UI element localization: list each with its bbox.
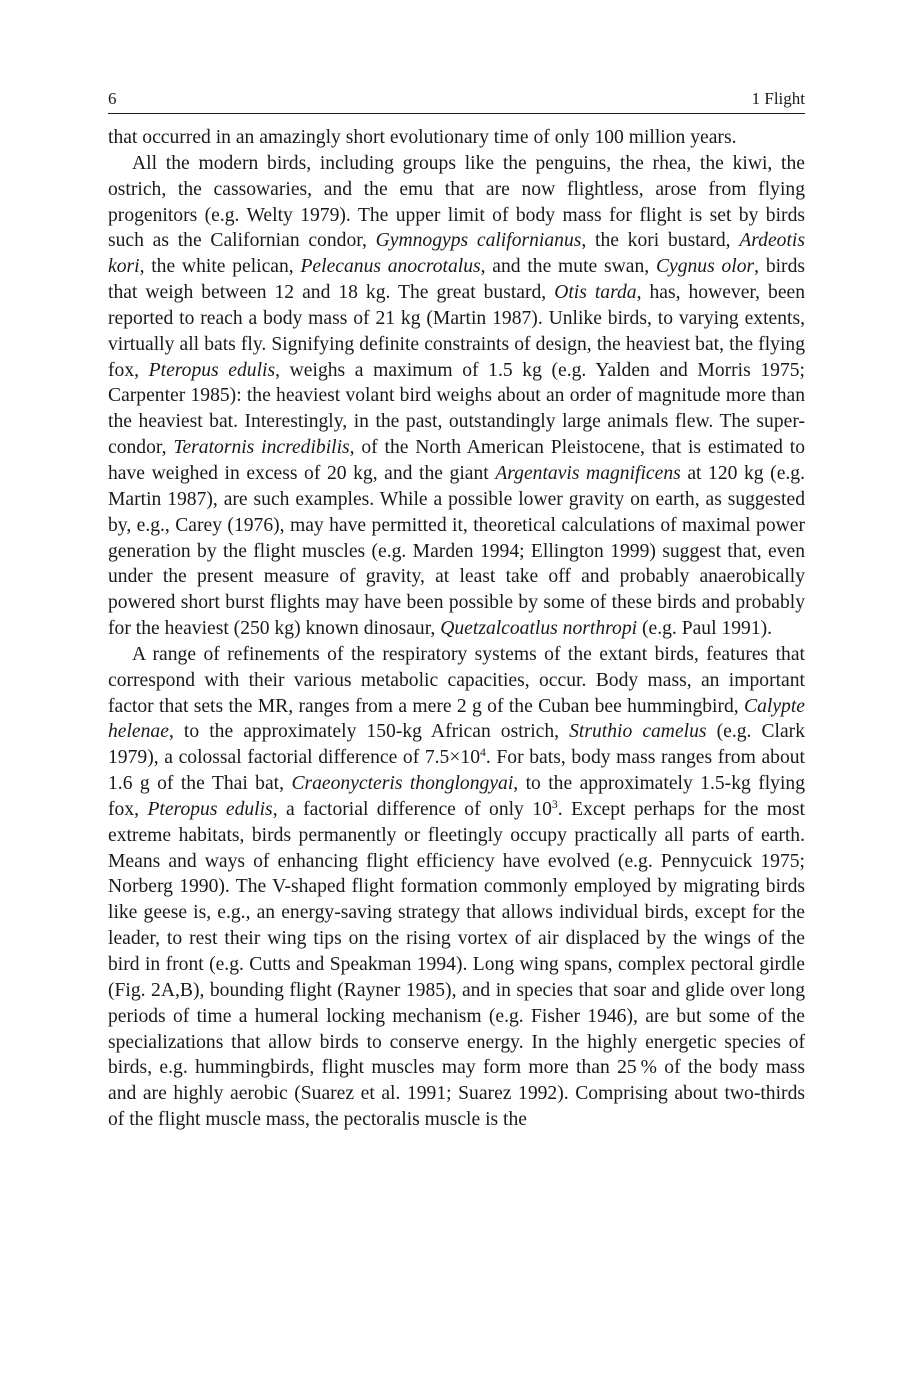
text-run: , has, however, been reported to reach a body mass of 21 kg (Martin 1987). Unlike birds, to varying extents, virtually all bats fly. Signifying definite constraints of design, the heaviest bat, the flying fox,: [108, 282, 806, 381]
species-name: Teratornis incredibilis: [173, 437, 350, 459]
text-run: that occurred in an amazingly short evolutionary time of only 100 million years.: [108, 127, 737, 148]
book-page: [108, 88, 805, 1133]
page-number: 6: [108, 89, 117, 108]
text-run: (e.g. Clark 1979), a colossal factorial difference of 7.5×10: [108, 721, 805, 769]
species-name: Gymnogyps californianus: [375, 230, 582, 252]
species-name: Cygnus olor: [655, 256, 755, 278]
text-run: , and the mute swan,: [480, 256, 656, 278]
text-run: . Except perhaps for the most extreme habitats, birds permanently or fleetingly occupy practically all parts of earth. Means and ways of enhancing flight efficiency have evolved (e.g. Pennycuick 1975; Norberg 1990). The V-shaped flight formation commonly employed by migrating birds like geese is, e.g., an energy-saving strategy that allows individual birds, except for the leader, to rest their wing tips on the rising vortex of air displaced by the wings of the bird in front (e.g. Cutts and Speakman 1994). Long wing spans, complex pectoral girdle (Fig. 2A,B), bounding flight (Rayner 1985), and in species that soar and glide over long periods of time a humeral locking mechanism (e.g. Fisher 1946), are but some of the specializations that allow birds to conserve energy. In the highly energetic species of birds, e.g. hummingbirds, flight muscles may form more than 25 % of the body mass and are highly aerobic (Suarez et al. 1991; Suarez 1992). Comprising about two-thirds of the flight muscle mass, the pectoralis muscle is the: [108, 798, 805, 1131]
species-name: Craeonycteris thonglongyai: [291, 773, 514, 795]
species-name: Calypte helenae: [108, 695, 805, 743]
superscript: 4: [480, 746, 486, 760]
text-run: , to the approximately 1.5-kg flying fox,: [108, 773, 806, 820]
text-run: , birds that weigh between 12 and 18 kg. The great bustard,: [108, 256, 806, 304]
paragraph-bird-body-mass: [108, 151, 805, 642]
text-run: , the kori bustard,: [581, 230, 740, 252]
species-name: Argentavis magnificens: [495, 462, 681, 484]
body-text: [108, 125, 805, 1133]
running-head: [108, 88, 805, 114]
species-name: Struthio camelus: [569, 721, 707, 743]
text-run: , of the North American Pleistocene, that is estimated to have weighed in excess of 20 kg, and the giant: [108, 437, 806, 484]
running-title: 1 Flight: [751, 89, 805, 108]
species-name: Pelecanus anocrotalus: [300, 256, 481, 278]
species-name: Pteropus edulis: [147, 798, 273, 820]
text-run: , the white pelican,: [139, 256, 301, 278]
text-run: All the modern birds, including groups like the penguins, the rhea, the kiwi, the ostrich, the cassowaries, and the emu that are now flightless, arose from flying progenitors (e.g. Welty 1979). The upper limit of body mass for flight is set by birds such as the Californian condor,: [108, 152, 805, 252]
species-name: Quetzalcoatlus northropi: [440, 618, 638, 640]
text-run: (e.g. Paul 1991).: [637, 618, 773, 640]
text-run: , weighs a maximum of 1.5 kg (e.g. Yalden and Morris 1975; Carpenter 1985): the heaviest volant bird weighs about an order of magnitude more than the heaviest bat. Interestingly, in the past, outstandingly large animals flew. The super-condor,: [108, 359, 805, 459]
text-run: at 120 kg (e.g. Martin 1987), are such examples. While a possible lower gravity on earth, as suggested by, e.g., Carey (1976), may have permitted it, theoretical calculations of maximal power generation by the flight muscles (e.g. Marden 1994; Ellington 1999) suggest that, even under the present measure of gravity, at least take off and probably anaerobically powered short burst flights may have been possible by some of these birds and probably for the heaviest (250 kg) known dinosaur,: [108, 462, 805, 640]
paragraph-continued: [108, 125, 805, 151]
text-run: , to the approximately 150-kg African ostrich,: [168, 721, 570, 743]
text-run: , a factorial difference of only 10: [272, 798, 552, 820]
superscript: 3: [551, 797, 558, 811]
species-name: Otis tarda: [554, 282, 637, 304]
paragraph-respiratory-refinements: [108, 642, 805, 1133]
text-run: . For bats, body mass ranges from about 1.6 g of the Thai bat,: [108, 747, 806, 795]
species-name: Ardeotis kori: [108, 230, 805, 278]
species-name: Pteropus edulis: [148, 359, 276, 381]
text-run: A range of refinements of the respiratory systems of the extant birds, features that correspond with their various metabolic capacities, occur. Body mass, an important factor that sets the MR, ranges from a mere 2 g of the Cuban bee hummingbird,: [108, 643, 805, 717]
